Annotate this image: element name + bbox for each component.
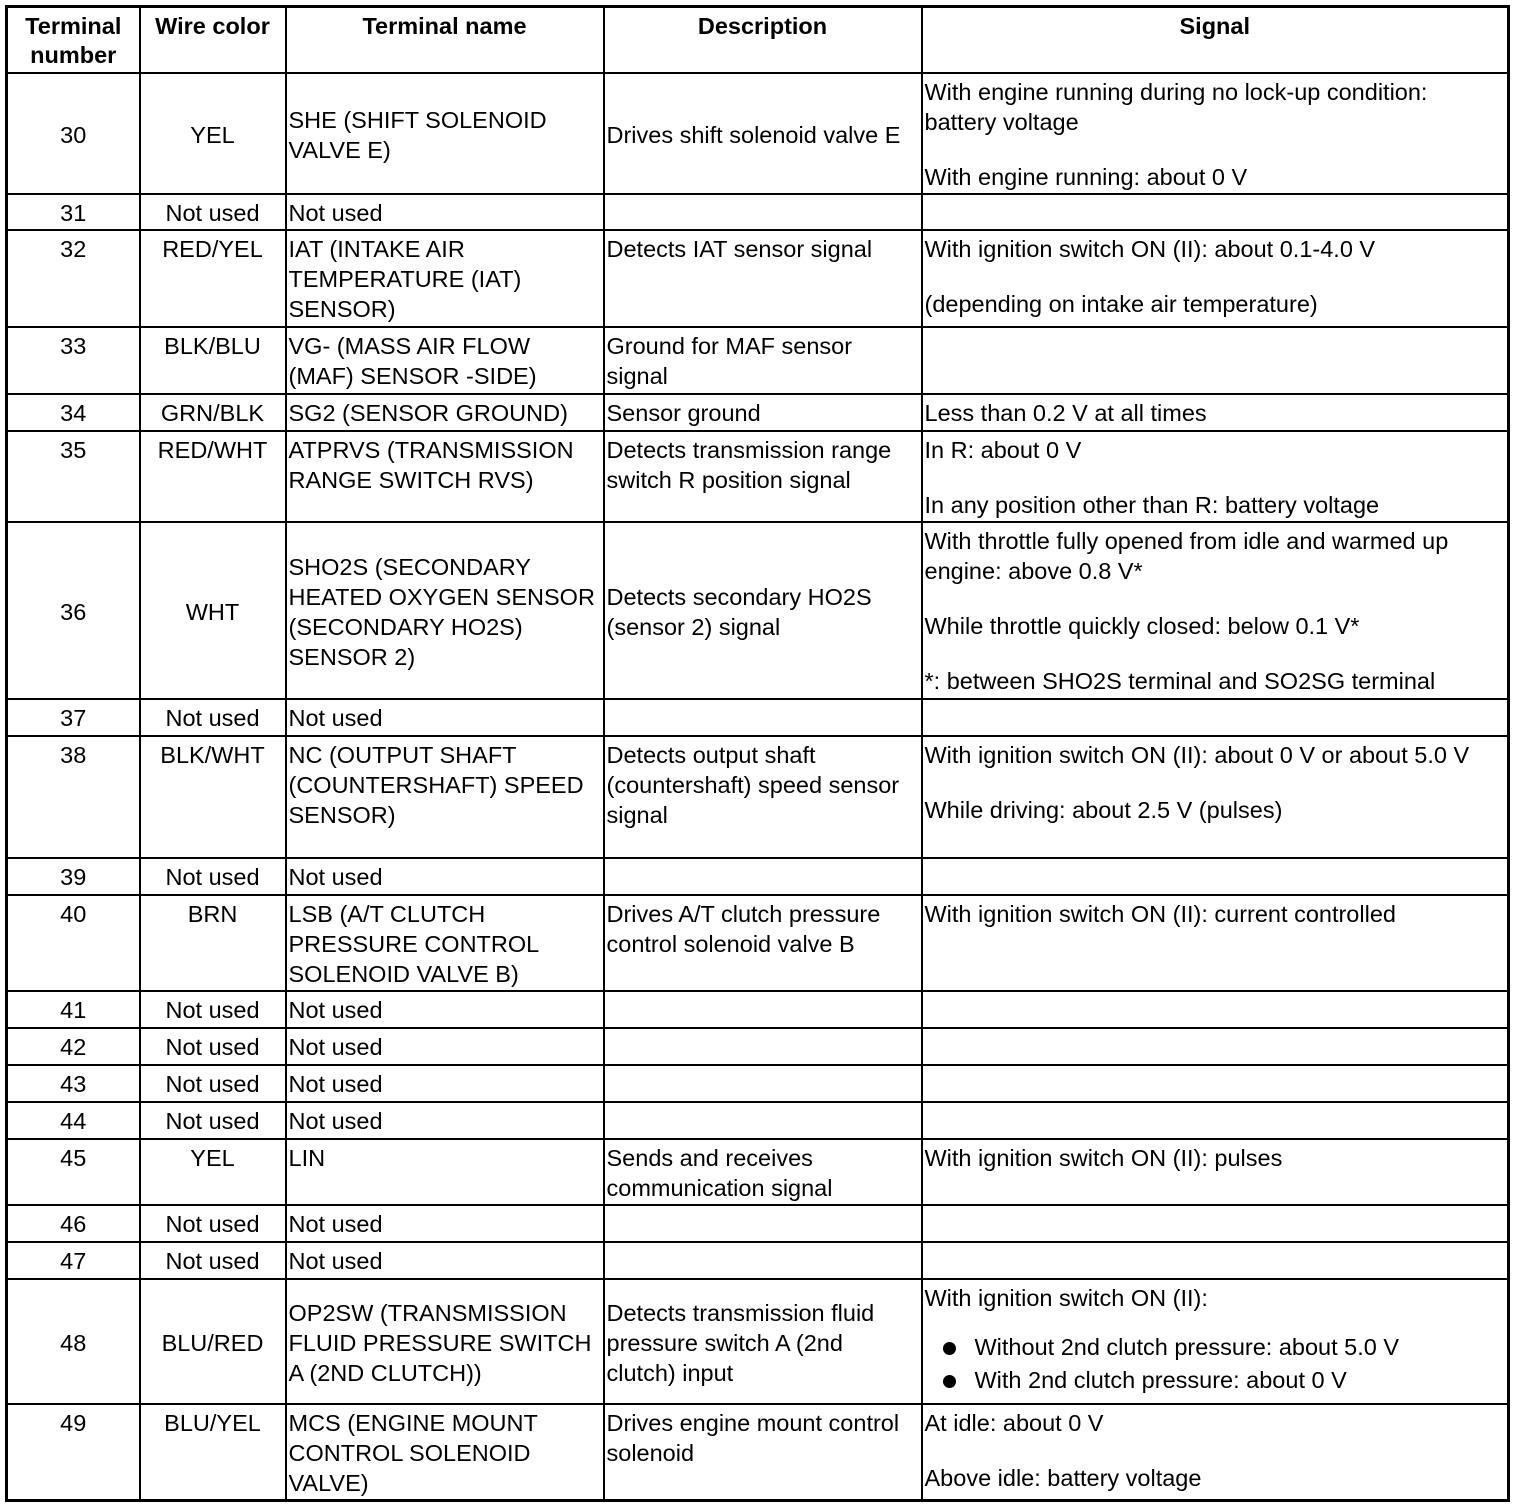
bullet-dot-icon xyxy=(943,1375,956,1388)
terminal-name-cell: LSB (A/T CLUTCH PRESSURE CONTROL SOLENOID VALVE B) xyxy=(286,895,604,991)
terminal-number-cell: 43 xyxy=(7,1065,140,1102)
signal-cell xyxy=(922,1065,1509,1102)
signal-cell xyxy=(922,858,1509,895)
terminal-number-cell: 33 xyxy=(7,327,140,394)
signal-cell xyxy=(922,1242,1509,1279)
signal-line: With engine running during no lock-up condition: battery voltage xyxy=(924,78,1428,135)
terminal-name-cell: MCS (ENGINE MOUNT CONTROL SOLENOID VALVE) xyxy=(286,1404,604,1500)
wire-color-cell: BLK/BLU xyxy=(140,327,286,394)
table-row xyxy=(7,194,1509,230)
table-row xyxy=(7,230,1509,327)
signal-cell xyxy=(922,1404,1509,1500)
wire-color-cell: Not used xyxy=(140,1242,286,1279)
terminal-name-cell: Not used xyxy=(286,858,604,895)
terminal-number-cell: 37 xyxy=(7,699,140,736)
table-row xyxy=(7,1065,1509,1102)
bullet-text: With 2nd clutch pressure: about 0 V xyxy=(974,1367,1347,1394)
description-cell: Detects secondary HO2S (sensor 2) signal xyxy=(604,522,922,699)
description-cell: Drives A/T clutch pressure control solenoid valve B xyxy=(604,895,922,991)
wire-color-cell: Not used xyxy=(140,1065,286,1102)
signal-cell xyxy=(922,736,1509,857)
signal-cell xyxy=(922,431,1509,522)
table-row xyxy=(7,394,1509,431)
wire-color-cell: Not used xyxy=(140,858,286,895)
description-cell xyxy=(604,699,922,736)
header-wire-color: Wire color xyxy=(140,7,286,73)
terminal-number-cell: 40 xyxy=(7,895,140,991)
signal-line: With engine running: about 0 V xyxy=(924,163,1248,190)
signal-line: With throttle fully opened from idle and warmed up engine: above 0.8 V* xyxy=(924,528,1449,585)
signal-line: With ignition switch ON (II): current controlled xyxy=(924,900,1396,927)
table-row xyxy=(7,895,1509,991)
terminal-number-cell: 31 xyxy=(7,194,140,230)
signal-cell xyxy=(922,522,1509,699)
signal-cell xyxy=(922,699,1509,736)
table-row xyxy=(7,1139,1509,1205)
signal-line: (depending on intake air temperature) xyxy=(924,290,1318,317)
description-cell: Sensor ground xyxy=(604,394,922,431)
header-terminal-name: Terminal name xyxy=(286,7,604,73)
wire-color-cell: YEL xyxy=(140,73,286,194)
signal-line: While driving: about 2.5 V (pulses) xyxy=(924,797,1283,824)
header-terminal-number: Terminal number xyxy=(7,7,140,73)
bullet-dot-icon xyxy=(943,1342,956,1355)
description-cell xyxy=(604,1102,922,1139)
terminal-number-cell: 46 xyxy=(7,1205,140,1242)
terminal-number-cell: 30 xyxy=(7,73,140,194)
terminal-name-cell: Not used xyxy=(286,194,604,230)
signal-line: Less than 0.2 V at all times xyxy=(924,399,1207,426)
terminal-name-cell: Not used xyxy=(286,1028,604,1065)
wire-color-cell: Not used xyxy=(140,1028,286,1065)
signal-cell xyxy=(922,1205,1509,1242)
terminal-number-cell: 32 xyxy=(7,230,140,327)
terminal-name-cell: NC (OUTPUT SHAFT (COUNTERSHAFT) SPEED SENSOR) xyxy=(286,736,604,857)
description-cell xyxy=(604,1028,922,1065)
terminal-name-cell: LIN xyxy=(286,1139,604,1205)
terminal-name-cell: Not used xyxy=(286,699,604,736)
wire-color-cell: Not used xyxy=(140,991,286,1028)
terminal-name-cell: Not used xyxy=(286,991,604,1028)
table-row xyxy=(7,1404,1509,1500)
table-row xyxy=(7,522,1509,699)
wire-color-cell: RED/YEL xyxy=(140,230,286,327)
wire-color-cell: WHT xyxy=(140,522,286,699)
terminal-table xyxy=(5,5,1510,1502)
terminal-name-cell: OP2SW (TRANSMISSION FLUID PRESSURE SWITCH A (2ND CLUTCH)) xyxy=(286,1279,604,1404)
terminal-name-cell: Not used xyxy=(286,1242,604,1279)
wire-color-cell: YEL xyxy=(140,1139,286,1205)
table-row xyxy=(7,1205,1509,1242)
terminal-name-cell: VG- (MASS AIR FLOW (MAF) SENSOR -SIDE) xyxy=(286,327,604,394)
description-cell: Detects transmission range switch R position signal xyxy=(604,431,922,522)
terminal-number-cell: 44 xyxy=(7,1102,140,1139)
signal-cell xyxy=(922,1028,1509,1065)
terminal-name-cell: SG2 (SENSOR GROUND) xyxy=(286,394,604,431)
terminal-number-cell: 38 xyxy=(7,736,140,857)
terminal-number-cell: 34 xyxy=(7,394,140,431)
description-cell xyxy=(604,194,922,230)
wire-color-cell: BLU/YEL xyxy=(140,1404,286,1500)
description-cell xyxy=(604,1242,922,1279)
terminal-number-cell: 47 xyxy=(7,1242,140,1279)
signal-cell xyxy=(922,73,1509,194)
wire-color-cell: BLU/RED xyxy=(140,1279,286,1404)
description-cell: Drives shift solenoid valve E xyxy=(604,73,922,194)
wire-color-cell: BRN xyxy=(140,895,286,991)
terminal-number-cell: 42 xyxy=(7,1028,140,1065)
terminal-number-cell: 49 xyxy=(7,1404,140,1500)
signal-line: With ignition switch ON (II): about 0.1-4.0 V xyxy=(924,235,1376,262)
description-cell: Sends and receives communication signal xyxy=(604,1139,922,1205)
table-row xyxy=(7,431,1509,522)
signal-cell xyxy=(922,394,1509,431)
signal-cell xyxy=(922,230,1509,327)
table-row xyxy=(7,1102,1509,1139)
terminal-name-cell: Not used xyxy=(286,1205,604,1242)
signal-line: At idle: about 0 V xyxy=(924,1410,1104,1437)
terminal-name-cell: SHO2S (SECONDARY HEATED OXYGEN SENSOR (SECONDARY HO2S) SENSOR 2) xyxy=(286,522,604,699)
terminal-name-cell: Not used xyxy=(286,1065,604,1102)
wire-color-cell: RED/WHT xyxy=(140,431,286,522)
terminal-number-cell: 41 xyxy=(7,991,140,1028)
signal-line: With ignition switch ON (II): about 0 V or about 5.0 V xyxy=(924,742,1470,769)
description-cell: Drives engine mount control solenoid xyxy=(604,1404,922,1500)
table-row xyxy=(7,736,1509,857)
description-cell xyxy=(604,858,922,895)
signal-line: With ignition switch ON (II): xyxy=(924,1285,1208,1312)
table-row xyxy=(7,699,1509,736)
signal-bullet-item xyxy=(925,1364,1506,1397)
signal-cell xyxy=(922,895,1509,991)
wire-color-cell: Not used xyxy=(140,194,286,230)
table-row xyxy=(7,1028,1509,1065)
signal-cell xyxy=(922,1102,1509,1139)
header-row xyxy=(7,7,1509,73)
description-cell xyxy=(604,1065,922,1102)
table-row xyxy=(7,858,1509,895)
signal-cell xyxy=(922,991,1509,1028)
terminal-number-cell: 48 xyxy=(7,1279,140,1404)
signal-bullet-list xyxy=(925,1331,1506,1397)
signal-line: *: between SHO2S terminal and SO2SG terminal xyxy=(924,668,1436,695)
header-description: Description xyxy=(604,7,922,73)
signal-line: With ignition switch ON (II): pulses xyxy=(924,1144,1283,1171)
terminal-name-cell: IAT (INTAKE AIR TEMPERATURE (IAT) SENSOR) xyxy=(286,230,604,327)
signal-cell xyxy=(922,1139,1509,1205)
table-row xyxy=(7,1279,1509,1404)
signal-line: In any position other than R: battery voltage xyxy=(924,491,1380,518)
description-cell: Detects transmission fluid pressure switch A (2nd clutch) input xyxy=(604,1279,922,1404)
signal-cell xyxy=(922,194,1509,230)
table-row xyxy=(7,1242,1509,1279)
description-cell xyxy=(604,1205,922,1242)
table-row xyxy=(7,327,1509,394)
signal-cell xyxy=(922,327,1509,394)
signal-line: In R: about 0 V xyxy=(924,436,1082,463)
table-row xyxy=(7,73,1509,194)
description-cell: Ground for MAF sensor signal xyxy=(604,327,922,394)
signal-line: Above idle: battery voltage xyxy=(924,1465,1202,1492)
terminal-number-cell: 36 xyxy=(7,522,140,699)
wire-color-cell: Not used xyxy=(140,1102,286,1139)
signal-cell xyxy=(922,1279,1509,1404)
description-cell: Detects IAT sensor signal xyxy=(604,230,922,327)
terminal-name-cell: ATPRVS (TRANSMISSION RANGE SWITCH RVS) xyxy=(286,431,604,522)
header-signal: Signal xyxy=(922,7,1509,73)
wire-color-cell: BLK/WHT xyxy=(140,736,286,857)
terminal-name-cell: Not used xyxy=(286,1102,604,1139)
terminal-number-cell: 35 xyxy=(7,431,140,522)
signal-line: While throttle quickly closed: below 0.1 V* xyxy=(924,613,1360,640)
wire-color-cell: Not used xyxy=(140,1205,286,1242)
signal-bullet-item xyxy=(925,1331,1506,1364)
wire-color-cell: Not used xyxy=(140,699,286,736)
description-cell: Detects output shaft (countershaft) speed sensor signal xyxy=(604,736,922,857)
terminal-number-cell: 45 xyxy=(7,1139,140,1205)
table-row xyxy=(7,991,1509,1028)
bullet-text: Without 2nd clutch pressure: about 5.0 V xyxy=(974,1334,1400,1361)
wire-color-cell: GRN/BLK xyxy=(140,394,286,431)
terminal-number-cell: 39 xyxy=(7,858,140,895)
description-cell xyxy=(604,991,922,1028)
terminal-name-cell: SHE (SHIFT SOLENOID VALVE E) xyxy=(286,73,604,194)
